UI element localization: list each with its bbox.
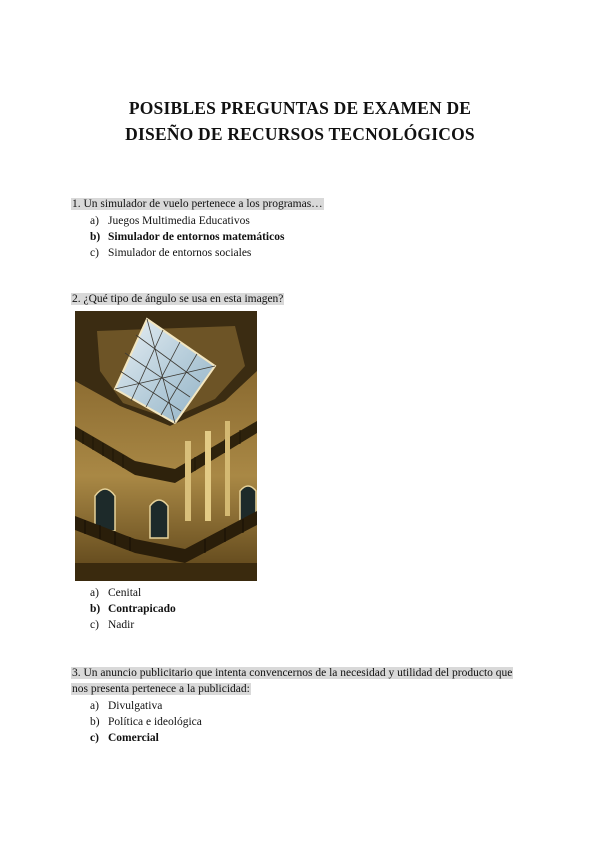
title-line-1: POSIBLES PREGUNTAS DE EXAMEN DE: [128, 98, 472, 118]
question-3-option-b: b) Política e ideológica: [90, 716, 202, 728]
title-line-2: DISEÑO DE RECURSOS TECNOLÓGICOS: [125, 124, 475, 144]
question-2-option-a: a) Cenital: [90, 587, 142, 599]
question-2: [71, 291, 521, 633]
question-1-option-c: c) Simulador de entornos sociales: [90, 247, 252, 259]
question-3-option-c: c) Comercial: [90, 732, 159, 744]
question-1-options: [71, 213, 521, 261]
atrium-skylight-photo: [75, 311, 257, 581]
question-3-option-a: a) Divulgativa: [90, 700, 163, 712]
question-3: [71, 665, 521, 746]
question-1: [71, 196, 521, 261]
question-1-text: 1. Un simulador de vuelo pertenece a los programas…: [72, 198, 323, 210]
question-1-option-b: b) Simulador de entornos matemáticos: [90, 231, 285, 243]
question-2-text: 2. ¿Qué tipo de ángulo se usa en esta imagen?: [72, 293, 284, 305]
question-3-text: 3. Un anuncio publicitario que intenta convencernos de la necesidad y utilidad del producto que nos presenta pertenece a la publicidad:: [72, 667, 513, 695]
question-2-option-c: c) Nadir: [90, 619, 135, 631]
question-1-option-a: a) Juegos Multimedia Educativos: [90, 215, 250, 227]
page-title: [0, 95, 600, 147]
question-2-options: [71, 585, 521, 633]
question-2-option-b: b) Contrapicado: [90, 603, 176, 615]
question-3-options: [71, 698, 521, 746]
